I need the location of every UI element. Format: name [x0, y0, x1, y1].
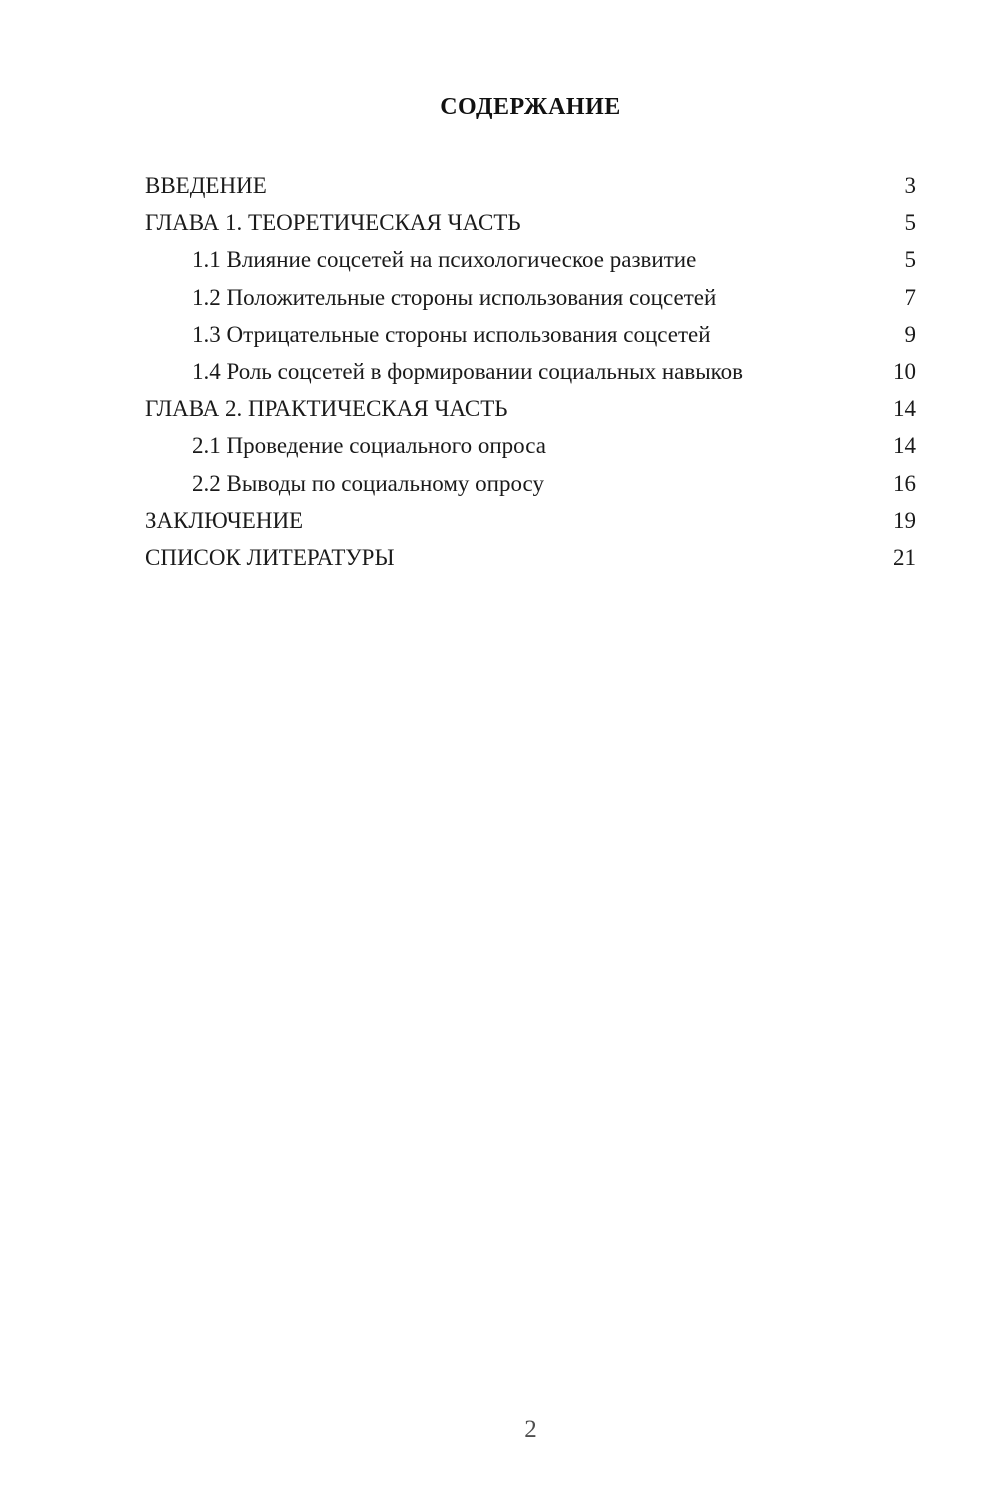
- toc-entry-label: ГЛАВА 1. ТЕОРЕТИЧЕСКАЯ ЧАСТЬ: [145, 210, 521, 236]
- toc-list: [145, 167, 916, 576]
- toc-entry-page: 19: [893, 507, 916, 533]
- toc-entry-page: 10: [893, 358, 916, 384]
- toc-entry-page: 3: [904, 173, 916, 198]
- toc-entry-page: 5: [904, 247, 916, 273]
- toc-entry-page: 14: [893, 396, 916, 422]
- toc-entry: [145, 390, 916, 427]
- toc-entry-label: ЗАКЛЮЧЕНИЕ: [145, 507, 304, 533]
- toc-entry-label: 1.2 Положительные стороны использования соцсетей: [192, 284, 717, 310]
- toc-entry: [145, 316, 916, 353]
- toc-entry-label: ГЛАВА 2. ПРАКТИЧЕСКАЯ ЧАСТЬ: [145, 396, 508, 422]
- toc-entry-page: 14: [893, 433, 916, 459]
- toc-entry: [145, 241, 916, 278]
- document-page: [0, 94, 1000, 1508]
- toc-entry-page: 21: [893, 544, 916, 570]
- toc-entry-label: 1.3 Отрицательные стороны использования соцсетей: [192, 321, 711, 347]
- toc-entry-page: 9: [904, 321, 916, 347]
- toc-entry: [145, 353, 916, 390]
- toc-entry: [145, 502, 916, 539]
- toc-entry: [145, 427, 916, 464]
- footer-page-number: 2: [524, 1416, 537, 1443]
- toc-entry-label: ВВЕДЕНИЕ: [145, 173, 267, 198]
- toc-entry: [145, 167, 916, 204]
- toc-entry-label: 1.1 Влияние соцсетей на психологическое развитие: [192, 247, 697, 273]
- page-title: СОДЕРЖАНИЕ: [440, 94, 621, 120]
- toc-entry-label: 1.4 Роль соцсетей в формировании социальных навыков: [192, 358, 744, 384]
- toc-entry: [145, 204, 916, 241]
- toc-entry: [145, 539, 916, 576]
- toc-entry: [145, 465, 916, 502]
- toc-entry-label: 2.1 Проведение социального опроса: [192, 433, 546, 459]
- toc-entry-page: 7: [904, 284, 916, 310]
- toc-entry-page: 5: [904, 210, 916, 236]
- toc-entry-label: 2.2 Выводы по социальному опросу: [192, 470, 544, 496]
- toc-entry-page: 16: [893, 470, 916, 496]
- toc-entry: [145, 279, 916, 316]
- toc-entry-label: СПИСОК ЛИТЕРАТУРЫ: [145, 544, 395, 570]
